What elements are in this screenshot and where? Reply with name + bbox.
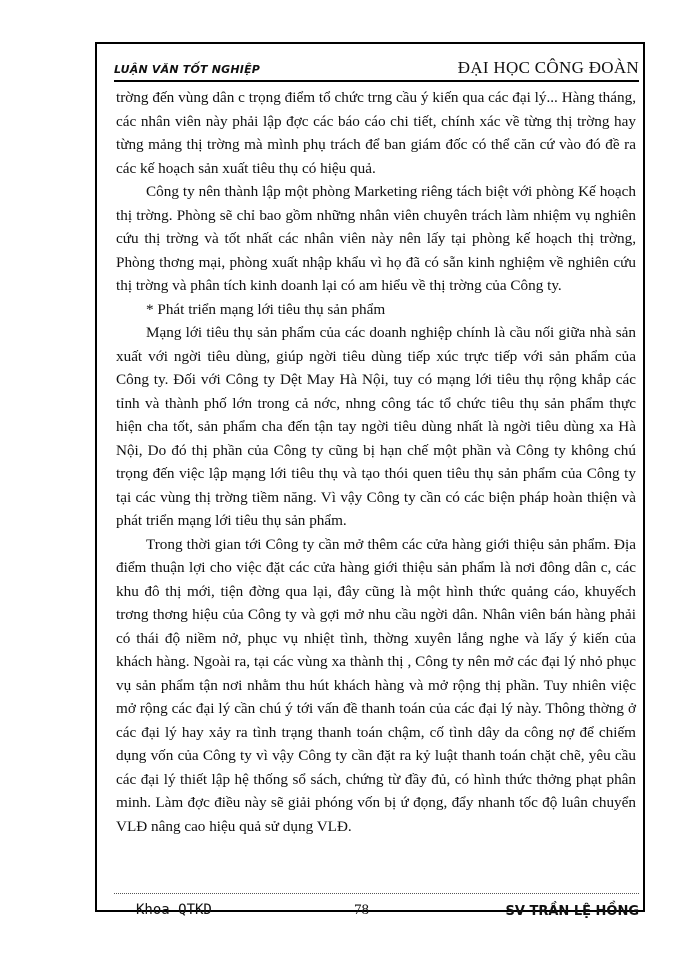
document-body (116, 86, 636, 838)
paragraph-continuation: trờng đến vùng dân c trọng điểm tổ chức trng cầu ý kiến qua các đại lý... Hàng tháng, các nhân viên này phải lập đợc các báo cáo chi tiết, chính xác về từng thị trờng hay từng mảng thị trờng mà mình phụ trách để ban giám đốc có thể căn cứ vào đó đề ra các kế hoạch sản xuất tiêu thụ có hiệu quả. (116, 89, 636, 177)
paragraph-showrooms-agents: Trong thời gian tới Công ty cần mở thêm các cửa hàng giới thiệu sản phẩm. Địa điểm thuận lợi cho việc đặt các cửa hàng giới thiệu sản phẩm là nơi đông dân c, các khu đô thị mới, tiện đờng qua lại, đây cũng là một hình thức quảng cáo, khuyếch trơng thơng hiệu của Công ty và gợi mở nhu cầu ngời dân. Nhân viên bán hàng phải có thái độ niềm nở, phục vụ nhiệt tình, thờng xuyên lắng nghe và lấy ý kiến của khách hàng. Ngoài ra, tại các vùng xa thành thị , Công ty nên mở các đại lý nhỏ phục vụ sản phẩm tận nơi nhằm thu hút khách hàng và mở rộng thị phần. Tuy nhiên việc mở rộng các đại lý cần chú ý tới vấn đề thanh toán của các đại lý này. Thông thờng ở các đại lý hay xảy ra tình trạng thanh toán chậm, cố tình dây da công nợ để chiếm dụng vốn của Công ty vì vậy Công ty cần đặt ra kỷ luật thanh toán chặt chẽ, yêu cầu các đại lý thiết lập hệ thống sổ sách, chứng từ đầy đủ, có hình thức thởng phạt phân minh. Làm đợc điều này sẽ giải phóng vốn bị ứ đọng, đẩy nhanh tốc độ luân chuyển VLĐ nâng cao hiệu quả sử dụng VLĐ. (116, 535, 636, 835)
section-heading-distribution-network: * Phát triển mạng lới tiêu thụ sản phẩm (146, 300, 386, 318)
header-thesis-label: LUẬN VĂN TỐT NGHIỆP (114, 63, 261, 76)
paragraph-distribution-network: Mạng lới tiêu thụ sản phẩm của các doanh nghiệp chính là cầu nối giữa nhà sản xuất với ngời tiêu dùng, giúp ngời tiêu dùng tiếp xúc trực tiếp với sản phẩm của Công ty. Đối với Công ty Dệt May Hà Nội, tuy có mạng lới tiêu thụ rộng khắp các tỉnh và thành phố lớn trong cả nớc, nhng công tác tổ chức tiêu thụ sản phẩm thực hiện cha tốt, sản phẩm cha đến tận tay ngời tiêu dùng nhất là ngời tiêu dùng xa Hà Nội, Do đó thị phần của Công ty cũng bị hạn chế một phần và Công ty không chú trọng đến việc lập mạng lới tiêu thụ và tạo thói quen tiêu thụ sản phẩm của Công ty tại các vùng thị trờng tiềm năng. Vì vậy Công ty cần có các biện pháp hoàn thiện và phát triển mạng lới tiêu thụ sản phẩm. (116, 324, 636, 529)
footer-divider (114, 893, 639, 894)
header-university-label: ĐẠI HỌC CÔNG ĐOÀN (457, 58, 639, 77)
footer-faculty-label: Khoa QTKD (136, 902, 212, 918)
footer-student-name: SV TRẦN LỆ HỒNG (505, 904, 639, 919)
paragraph-marketing-department: Công ty nên thành lập một phòng Marketing riêng tách biệt với phòng Kế hoạch thị trờng. Phòng sẽ chỉ bao gồm những nhân viên chuyên trách làm nhiệm vụ nghiên cứu thị trờng và tốt nhất các nhân viên này nên lấy tại phòng kế hoạch thị trờng, Phòng thơng mại, phòng xuất nhập khẩu vì họ đã có sẵn kinh nghiệm về nghiên cứu thị trờng và phân tích kinh doanh lại có am hiểu về thị trờng của Công ty. (116, 183, 636, 294)
page-header (114, 54, 639, 82)
page-number: 78 (354, 902, 369, 918)
page-footer (114, 900, 639, 926)
